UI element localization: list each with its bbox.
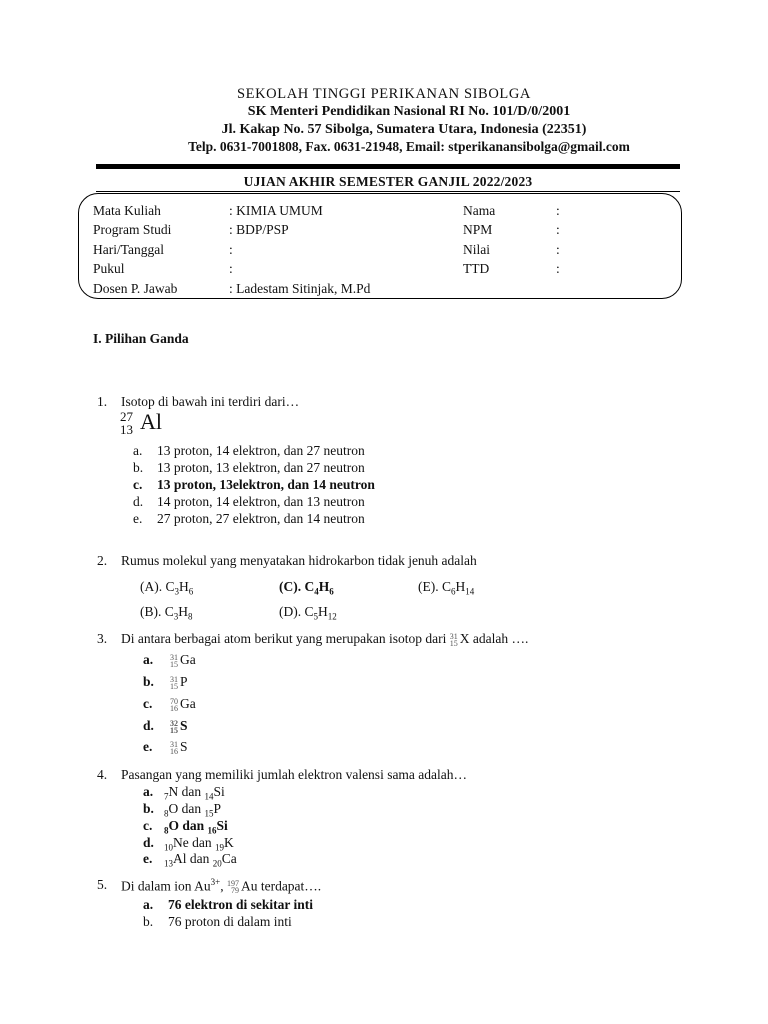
info-label-lecturer: Dosen P. Jawab: [93, 281, 178, 296]
q1-option-c-letter: c.: [133, 477, 143, 492]
info-label-program: Program Studi: [93, 222, 172, 237]
q1-option-c-text: 13 proton, 13elektron, dan 14 neutron: [157, 477, 375, 492]
question-4-text: Pasangan yang memiliki jumlah elektron valensi sama adalah…: [121, 767, 468, 782]
question-5-number: 5.: [97, 877, 108, 892]
q4-option-c-letter: c.: [143, 818, 153, 833]
q2-option-a: (A). $C_3H_6$: [140, 579, 194, 597]
q4-option-c: $_8$O dan $_{16}$Si: [164, 818, 228, 836]
q3-option-b-letter: b.: [143, 674, 154, 689]
q1-option-d-text: 14 proton, 14 elektron, dan 13 neutron: [157, 494, 365, 509]
q1-option-e-letter: e.: [133, 511, 143, 526]
q2-option-c: (C). $C_4H_6$: [279, 579, 334, 597]
q1-option-e-text: 27 proton, 27 elektron, dan 14 neutron: [157, 511, 365, 526]
title-divider: [96, 191, 680, 192]
info-label-date: Hari/Tanggal: [93, 242, 165, 257]
q3-reference-nuclide: 31 15: [449, 631, 458, 648]
q3-option-e: 31 16 S: [170, 739, 188, 756]
school-name: SEKOLAH TINGGI PERIKANAN SIBOLGA: [236, 86, 532, 102]
q1-option-a-text: 13 proton, 14 elektron, dan 27 neutron: [157, 443, 365, 458]
info-label-grade: Nilai: [463, 242, 490, 257]
address-line: Jl. Kakap No. 57 Sibolga, Sumatera Utara, Indonesia (22351): [221, 122, 587, 137]
q1-element-symbol: Al: [140, 409, 162, 434]
info-value-lecturer: : Ladestam Sitinjak, M.Pd: [229, 281, 371, 296]
q4-option-b: $_8$O dan $_{15}$P: [164, 801, 222, 819]
info-label-course: Mata Kuliah: [93, 203, 161, 218]
q3-option-a: 31 15 Ga: [170, 652, 196, 669]
q3-option-d: 32 15 S: [170, 718, 188, 735]
question-3-text: Di antara berbagai atom berikut yang merupakan isotop dari 31 15 X adalah ….: [121, 631, 529, 648]
q1-option-b-text: 13 proton, 13 elektron, dan 27 neutron: [157, 460, 365, 475]
info-label-signature: TTD: [463, 261, 490, 276]
q4-option-b-letter: b.: [143, 801, 154, 816]
q5-option-b-letter: b.: [143, 914, 154, 929]
q4-option-a: $_7$N dan $_{14}$Si: [164, 784, 225, 802]
question-2-text: Rumus molekul yang menyatakan hidrokarbon tidak jenuh adalah: [121, 553, 477, 568]
q2-option-d: (D). $C_5H_{12}$: [279, 604, 337, 622]
exam-title: UJIAN AKHIR SEMESTER GANJIL 2022/2023: [243, 174, 533, 189]
q1-mass-number: 27: [120, 409, 133, 424]
info-value-npm: :: [556, 222, 560, 237]
question-1-text: Isotop di bawah ini terdiri dari…: [121, 394, 300, 409]
q4-option-d-letter: d.: [143, 835, 154, 850]
info-label-npm: NPM: [463, 222, 493, 237]
info-value-grade: :: [556, 242, 560, 257]
info-value-signature: :: [556, 261, 560, 276]
q5-nuclide: 197 79: [226, 879, 239, 896]
q1-atomic-number: 13: [120, 422, 133, 437]
q2-option-e: (E). $C_6H_{14}$: [418, 579, 475, 597]
question-4-number: 4.: [97, 767, 108, 782]
q4-option-d: $_{10}$Ne dan $_{19}$K: [164, 835, 234, 853]
q3-option-a-letter: a.: [143, 652, 154, 667]
q3-option-c: 70 16 Ga: [170, 696, 196, 713]
q1-option-d-letter: d.: [133, 494, 144, 509]
info-value-program: : BDP/PSP: [229, 222, 289, 237]
section-title: I. Pilihan Ganda: [93, 331, 189, 346]
q1-option-a-letter: a.: [133, 443, 143, 458]
info-value-course: : KIMIA UMUM: [229, 203, 323, 218]
q4-option-a-letter: a.: [143, 784, 154, 799]
question-2-number: 2.: [97, 553, 108, 568]
q4-option-e-letter: e.: [143, 851, 153, 866]
info-label-name: Nama: [463, 203, 496, 218]
question-1-number: 1.: [97, 394, 108, 409]
q1-option-b-letter: b.: [133, 460, 144, 475]
header-divider: [96, 164, 680, 169]
info-value-time: :: [229, 261, 233, 276]
q4-option-e: $_{13}$Al dan $_{20}$Ca: [164, 851, 237, 869]
q3-option-c-letter: c.: [143, 696, 153, 711]
info-label-time: Pukul: [93, 261, 125, 276]
q5-option-a-letter: a.: [143, 897, 154, 912]
q2-option-b: (B). $C_3H_8$: [140, 604, 193, 622]
decree-line: SK Menteri Pendidikan Nasional RI No. 101/D/0/2001: [247, 104, 571, 119]
question-5-text: Di dalam ion $Au^{3+}$, 197 79 Au terdapat….: [121, 877, 322, 896]
q3-option-b: 31 15 P: [170, 674, 188, 691]
info-value-name: :: [556, 203, 560, 218]
info-value-date: :: [229, 242, 233, 257]
q3-option-e-letter: e.: [143, 739, 153, 754]
q5-option-a-text: 76 elektron di sekitar inti: [168, 897, 314, 912]
q5-option-b-text: 76 proton di dalam inti: [168, 914, 292, 929]
q1-nuclide-numbers: [120, 410, 133, 436]
q3-option-d-letter: d.: [143, 718, 154, 733]
question-3-number: 3.: [97, 631, 108, 646]
contact-line: Telp. 0631-7001808, Fax. 0631-21948, Email: stperikanansibolga@gmail.com: [188, 139, 630, 154]
